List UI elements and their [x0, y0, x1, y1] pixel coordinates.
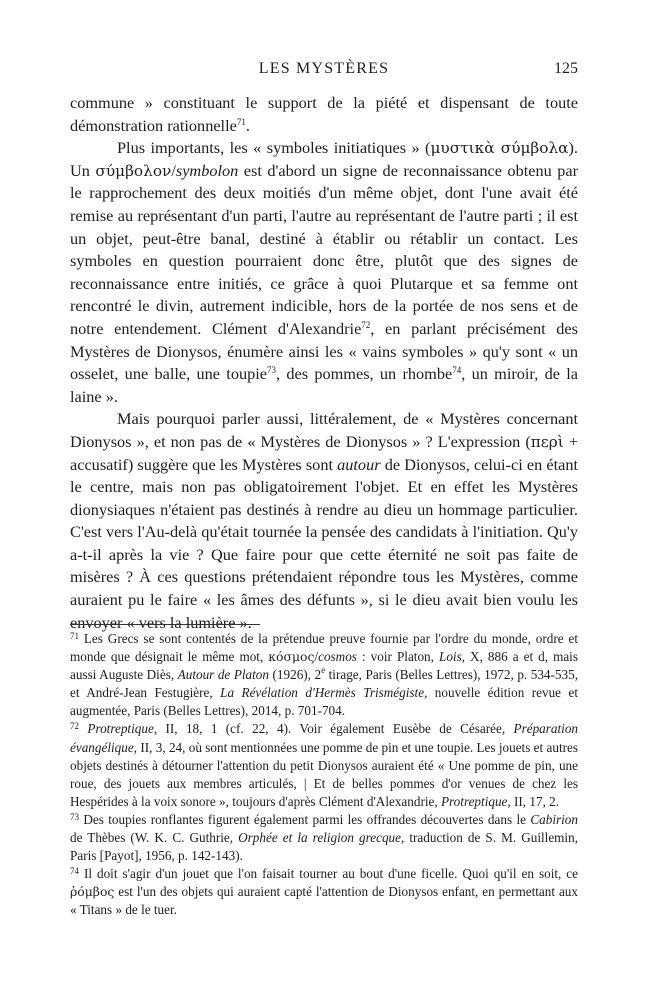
italic-term: Orphée et la religion grecque: [238, 830, 401, 846]
italic-term: cosmos: [318, 649, 357, 665]
footnote-ref-72: 72: [361, 319, 371, 330]
text-run: Les Grecs se sont contentés de la prétendue preuve fournie par l'ordre du monde, ordre et monde que désignait le même mot,: [70, 631, 578, 665]
footnote-ref-74: 74: [452, 365, 462, 376]
text-run: (1926), 2: [268, 667, 322, 683]
paragraph-3: [70, 408, 578, 634]
footnotes: [70, 630, 578, 920]
italic-term: Lois: [438, 649, 462, 665]
greek-term: ῥόμβος: [70, 884, 115, 900]
footnote-72: [70, 720, 578, 810]
page-number: 125: [554, 60, 578, 77]
italic-term: Protreptique: [87, 721, 154, 737]
italic-term: Préparation évangélique: [70, 721, 579, 755]
italic-term: La Révélation d'Hermès Trismégiste: [220, 685, 425, 701]
text-run: , X, 886 a et d, mais aussi Auguste Diès,: [70, 649, 578, 683]
text-run: Plus importants, les « symboles initiatiques » (: [117, 138, 431, 158]
paragraph-2: [70, 137, 578, 408]
text-run: , un miroir, de la laine ».: [70, 364, 578, 406]
footnote-ref-71: 71: [236, 116, 246, 127]
text-run: est d'abord un signe de reconnaissance obtenu par le rapprochement des deux moitiés d'un même objet, dont l'une avait été remise au représentant d'un parti, l'autre au représentant de l'autre parti ; il est un objet, peut-être banal, destiné à établir ou rétablir un contact. Les symboles en question pourraient donc être, plutôt que des signes de reconnaissance entre initiés, ce grâce à quoi Plutarque et sa femme ont rencontré le divin, autrement indicible, hors de la portée de nos sens et de notre entendement. Clément d'Alexandrie: [70, 160, 579, 338]
footnote-number: 73: [70, 811, 79, 822]
greek-term: σύμβολον: [95, 161, 172, 180]
text-run: Il doit s'agir d'un jouet que l'on faisait tourner au bout d'une ficelle. Quoi qu'il en soit, ce: [79, 866, 578, 882]
text-run: + accusatif) suggère que les Mystères sont: [70, 431, 578, 474]
footnote-74: [70, 865, 578, 919]
greek-term: κόσμος: [268, 649, 315, 665]
text-run: de Dionysos, celui-ci en étant le centre, mais non pas obligatoirement l'objet. Et en effet les Mystères dionysiaques n'étaient pas destinés à rendre au dieu un hommage particulier. C'est vers l'Au-delà qu'était tournée la pensée des candidats à l'initiation. Qu'y a-t-il après la vie ? Que faire pour que cette éternité ne soit pas faite de misères ? À ces questions prétendaient répondre tous les Mystères, comme auraient pu le faire « les âmes des défunts », si le dieu avait bien voulu les envoyer « vers la lumière ».: [70, 454, 578, 632]
italic-term: Autour de Platon: [177, 667, 269, 683]
text-run: : voir Platon,: [356, 649, 439, 665]
text-run: , en parlant précisément des Mystères de Dionysos, énumère ainsi les « vains symboles » qu'y sont « un osselet, une balle, une toupie: [70, 318, 578, 384]
text-run: ). Un: [70, 138, 579, 180]
page-header: [70, 60, 578, 88]
greek-term: περὶ: [530, 432, 564, 451]
footnote-number: 72: [70, 721, 79, 732]
footnote-73: [70, 811, 578, 865]
italic-term: autour: [337, 454, 381, 474]
text-run: /: [314, 649, 319, 665]
superscript: e: [321, 665, 326, 676]
italic-term: Cabirion: [530, 811, 578, 827]
greek-term: μυστικὰ σύμβολα: [430, 139, 569, 158]
footnote-separator: [70, 624, 260, 625]
italic-term: Protreptique: [440, 793, 508, 809]
footnote-number: 74: [70, 866, 79, 877]
main-text: [70, 92, 578, 634]
text-run: , II, 3, 24, où sont mentionnées une pomme de pin et une toupie. Les jouets et autres objets destinés à détourner l'attention du petit Dionysos auraient été « Une pomme de pin, une roue, des jouets aux membres articulés, | Et de belles pommes d'or venues de chez les Hespérides à la voix sonore », toujours d'après Clément d'Alexandrie,: [70, 739, 578, 809]
text-run: , II, 17, 2.: [507, 793, 560, 809]
text-run: Mais pourquoi parler aussi, littéralement, de « Mystères concernant Dionysos », et non pas de « Mystères de Dionysos » ? L'expression (: [70, 409, 578, 451]
text-run: .: [245, 115, 250, 135]
paragraph-1: [70, 92, 578, 137]
running-title: LES MYSTÈRES: [258, 60, 390, 77]
text-run: , nouvelle édition revue et augmentée, Paris (Belles Lettres), 2014, p. 701-704.: [70, 685, 578, 719]
text-run: commune » constituant le support de la piété et dispensant de toute démonstration rationnelle: [70, 93, 578, 135]
footnote-number: 71: [70, 631, 79, 641]
text-run: , traduction de S. M. Guillemin, Paris [Payot], 1956, p. 142-143).: [70, 830, 578, 864]
text-run: de Thèbes (W. K. C. Guthrie,: [70, 830, 239, 846]
text-run: , des pommes, un rhombe: [276, 364, 453, 384]
text-run: tirage, Paris (Belles Lettres), 1972, p. 534-535, et André-Jean Festugière,: [70, 667, 578, 701]
text-run: est l'un des objets qui auraient capté l'attention de Dionysos enfant, en permettant aux « Titans » de le tuer.: [70, 884, 578, 918]
footnote-71: [70, 630, 578, 720]
italic-term: symbolon: [175, 160, 239, 180]
text-run: , II, 18, 1 (cf. 22, 4). Voir également Eusèbe de Césarée,: [153, 721, 514, 737]
text-run: Des toupies ronflantes figurent également parmi les offrandes découvertes dans le: [79, 811, 531, 827]
text-run: /: [171, 160, 176, 180]
footnote-ref-73: 73: [267, 365, 276, 376]
